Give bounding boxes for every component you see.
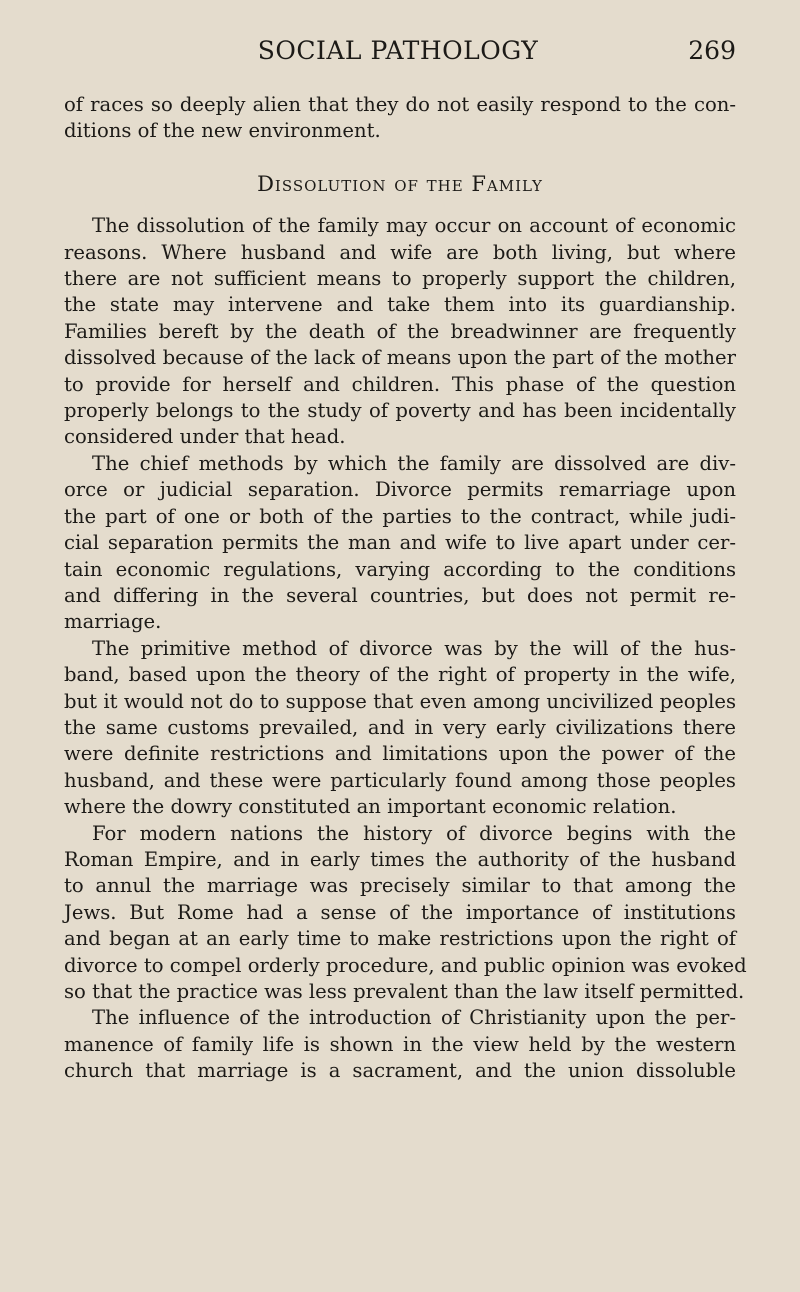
paragraph-continuation [64, 92, 736, 145]
text-line: tain economic regulations, varying according to the conditions [64, 557, 736, 581]
text-line: to annul the marriage was precisely similar to that among the [64, 874, 736, 898]
text-line: husband, and these were particularly found among those peoples [64, 768, 736, 792]
text-line: where the dowry constituted an important economic relation. [64, 795, 677, 819]
paragraph [64, 451, 736, 636]
text-line: The influence of the introduction of Christianity upon the per- [92, 1006, 736, 1030]
text-line: Roman Empire, and in early times the authority of the husband [64, 847, 736, 871]
text-line: orce or judicial separation. Divorce permits remarriage upon [64, 478, 736, 502]
text-line: there are not sufficient means to properly support the children, [64, 267, 736, 291]
paragraph [64, 213, 736, 451]
text-line: For modern nations the history of divorce begins with the [92, 821, 736, 845]
text-line: dissolved because of the lack of means upon the part of the mother [64, 346, 736, 370]
text-line: church that marriage is a sacrament, and the union dissoluble [64, 1059, 736, 1083]
text-line: so that the practice was less prevalent than the law itself permitted. [64, 980, 745, 1003]
section-heading: Dissolution of the Family [257, 171, 543, 196]
text-line: reasons. Where husband and wife are both living, but where [64, 240, 736, 264]
text-line: but it would not do to suppose that even among uncivilized peoples [64, 689, 736, 713]
text-line: were definite restrictions and limitations upon the power of the [64, 742, 736, 766]
paragraph [64, 636, 736, 821]
text-line: Jews. But Rome had a sense of the importance of institutions [64, 900, 736, 924]
text-line: to provide for herself and children. This phase of the question [64, 372, 736, 396]
text-line: and began at an early time to make restrictions upon the right of [64, 927, 736, 951]
text-line: The dissolution of the family may occur on account of economic [92, 214, 736, 238]
text-line: The chief methods by which the family are dissolved are div- [92, 451, 736, 475]
text-line: The primitive method of divorce was by the will of the hus- [92, 636, 736, 660]
page-body [64, 92, 747, 1085]
paragraph [64, 821, 747, 1006]
text-line: considered under that head. [64, 425, 346, 449]
paragraph [64, 1005, 736, 1084]
text-line: divorce to compel orderly procedure, and public opinion was evoked [64, 953, 747, 977]
text-line: ditions of the new environment. [64, 119, 381, 143]
text-line: the state may intervene and take them into its guardianship. [64, 293, 736, 317]
text-line: of races so deeply alien that they do not easily respond to the con- [64, 93, 736, 116]
text-line: band, based upon the theory of the right of property in the wife, [64, 663, 736, 687]
page-header [60, 36, 736, 76]
text-line: marriage. [64, 610, 162, 634]
text-line: Families bereft by the death of the breadwinner are frequently [64, 319, 736, 343]
page-number: 269 [688, 36, 736, 65]
text-line: and differing in the several countries, but does not permit re- [64, 583, 736, 607]
text-line: the part of one or both of the parties to the contract, while judi- [64, 504, 736, 528]
text-line: cial separation permits the man and wife to live apart under cer- [64, 531, 736, 555]
text-line: manence of family life is shown in the view held by the western [64, 1032, 736, 1056]
running-head: SOCIAL PATHOLOGY [257, 36, 539, 65]
text-line: the same customs prevailed, and in very early civilizations there [64, 715, 736, 739]
text-line: properly belongs to the study of poverty and has been incidentally [64, 399, 736, 423]
